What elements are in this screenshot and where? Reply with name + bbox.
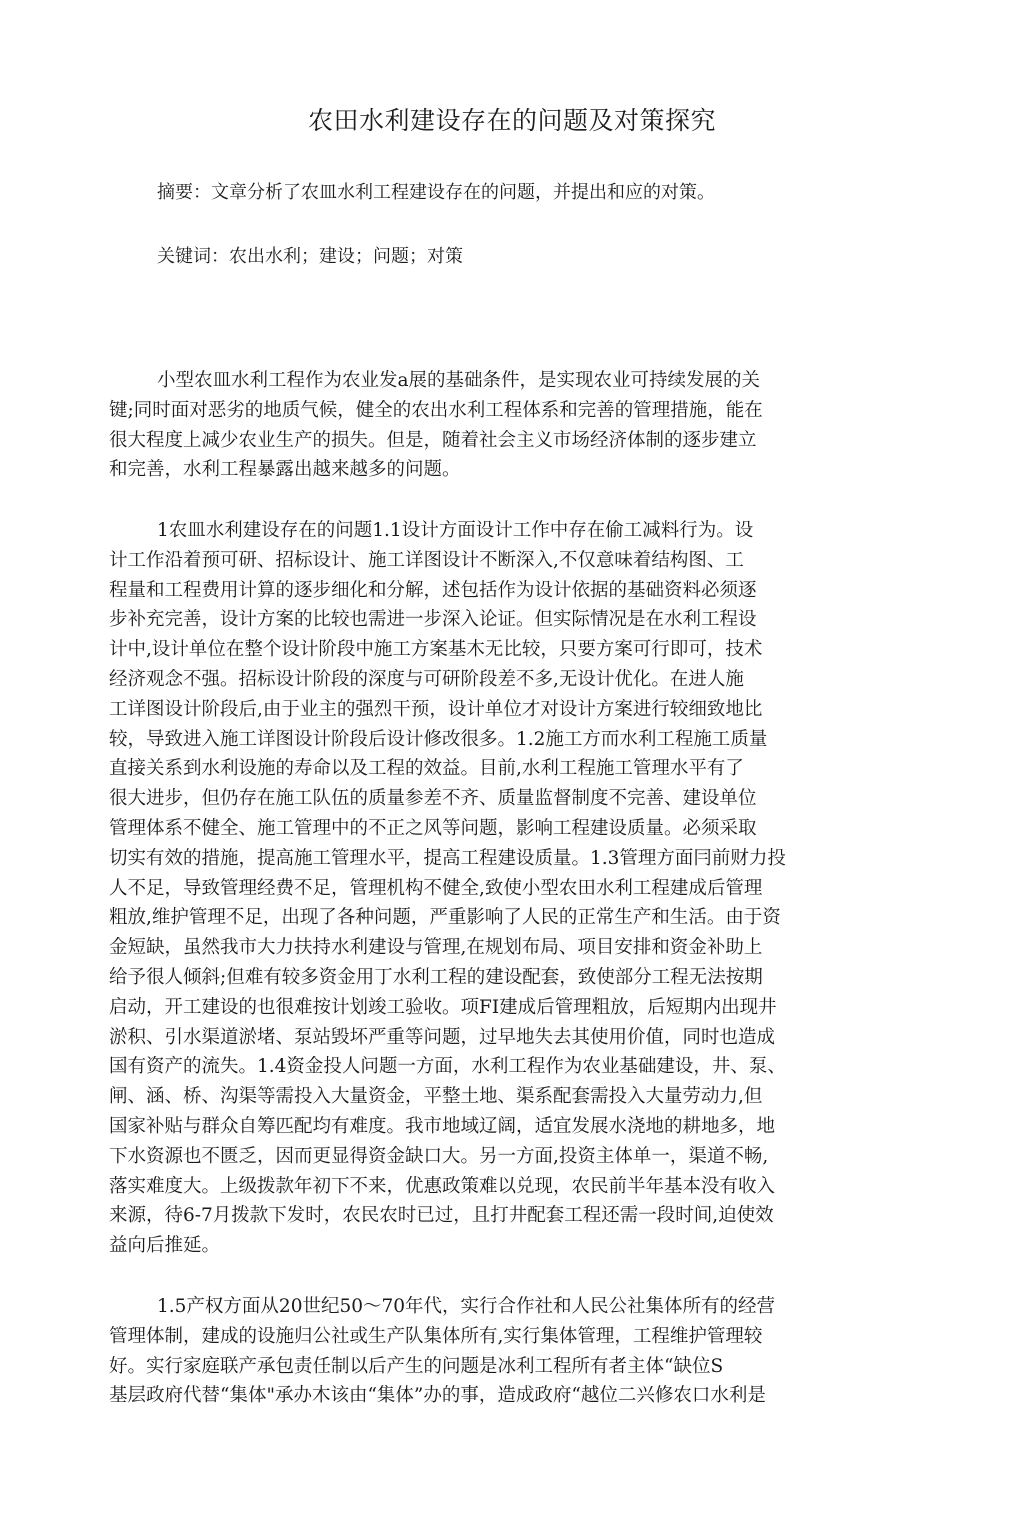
text-line: 键;同时面对恶劣的地质气候，健全的农出水利工程体系和完善的管理措施，能在 [109, 399, 763, 421]
text-line: 工详图设计阶段后,由于业主的强烈干预，设计单位才对设计方案进行较细致地比 [109, 698, 763, 720]
text-line: 程量和工程费用计算的逐步细化和分解，述包括作为设计依据的基础资料必须逐 [109, 579, 757, 601]
text-line: 小型农皿水利工程作为农业发a展的基础条件，是实现农业可持续发展的关 [157, 370, 761, 391]
paragraph-property-rights [109, 1292, 869, 1411]
text-line: 计工作沿着预可研、招标设计、施工详图设计不断深入,不仅意味着结构图、工 [109, 549, 744, 571]
text-line: 下水资源也不匮乏，因而更显得资金缺口大。另一方面,投资主体单一，渠道不畅, [109, 1145, 769, 1167]
text-line: 益向后推延。 [109, 1235, 221, 1257]
text-line: 直接关系到水利设施的寿命以及工程的效益。目前,水利工程施工管理水平有了 [109, 758, 744, 780]
text-line: 经济观念不强。招标设计阶段的深度与可研阶段差不多,无设计优化。在进人施 [109, 668, 744, 690]
paragraph-problems [109, 516, 869, 1261]
text-line: 给予很人倾斜;但难有较多资金用丁水利工程的建设配套，致使部分工程无法按期 [109, 966, 763, 988]
text-line: 好。实行家庭联产承包责任制以后产生的问题是冰利工程所有者主体“缺位S [109, 1355, 724, 1377]
text-line: 来源，待6-7月拨款下发时，农民农时已过，且打井配套工程还需一段时间,迫使效 [109, 1205, 774, 1227]
text-line: 很大进步，但仍存在施工队伍的质量参差不齐、质量监督制度不完善、建设单位 [109, 788, 757, 810]
text-line: 金短缺，虽然我市大力扶持水利建设与管理,在规划布局、项目安排和资金补助上 [109, 937, 763, 959]
text-line: 切实有效的措施，提高施工管理水平，提高工程建设质量。1.3管理方面冃前财力投 [109, 847, 786, 869]
text-line: 管理体制，建成的设施归公社或生产队集体所有,实行集体管理，工程维护管理较 [109, 1325, 763, 1347]
text-line: 较，导致进入施工详图设计阶段后设计修改很多。1.2施工方而水利工程施工质量 [109, 728, 768, 750]
text-line: 基层政府代替“集体"承办木该由“集体”办的事，造成政府“越位二兴修农口水利是 [109, 1385, 766, 1407]
text-line: 人不足，导致管理经费不足，管理机构不健全,致使小型农田水利工程建成后管理 [109, 877, 763, 899]
text-line: 淤积、引水渠道淤堵、泵站毁坏严重等问题，过早地失去其使用价值，同时也造成 [109, 1026, 776, 1048]
text-line: 步补充完善，设计方案的比较也需进一步深入论证。但实际情况是在水利工程设 [109, 609, 757, 631]
text-line: 国有资产的流失。1.4资金投人问题一方面，水利工程作为农业基础建设，井、泵、 [109, 1056, 786, 1078]
text-line: 粗放,维护管理不足，出现了各种问题，严重影响了人民的正常生产和生活。由于资 [109, 907, 781, 929]
text-line: 计中,设计单位在整个设计阶段中施工方案基木无比较，只要方案可行即可，技术 [109, 639, 763, 661]
text-line: 国家补贴与群众自筹匹配均有难度。我市地域辽阔，适宜发展水浇地的耕地多，地 [109, 1115, 776, 1137]
abstract-text: 摘要：文章分析了农皿水利工程建设存在的问题，并提出和应的对策。 [157, 182, 715, 203]
text-line: 落实难度大。上级拨款年初下不来，优惠政策难以兑现，农民前半年基本没有收入 [109, 1175, 776, 1197]
paragraph-intro [109, 366, 869, 485]
text-line: 启动，开工建设的也很难按计划竣工验收。项FI建成后管理粗放，后短期内出现井 [109, 996, 777, 1018]
text-line: 1.5产权方面从20世纪50～70年代，实行合作社和人民公社集体所有的经营 [157, 1296, 776, 1317]
document-title: 农田水利建设存在的问题及对策探究 [307, 106, 716, 135]
text-line: 1农皿水利建设存在的问题1.1设计方面设计工作中存在偷工减料行为。设 [157, 520, 754, 541]
keywords-text: 关键词：农出水利；建设；问题；对策 [157, 246, 463, 267]
text-line: 和完善，水利工程暴露出越来越多的问题。 [109, 459, 461, 481]
text-line: 闸、涵、桥、沟渠等需投入大量资金，平整土地、渠系配套需投入大量劳动力,但 [109, 1086, 763, 1108]
text-line: 管理体系不健全、施工管理中的不正之风等问题，影响工程建设质量。必须采取 [109, 817, 757, 839]
text-line: 很大程度上减少农业生产的损失。但是，随着社会主义市场经济体制的逐步建立 [109, 429, 757, 451]
